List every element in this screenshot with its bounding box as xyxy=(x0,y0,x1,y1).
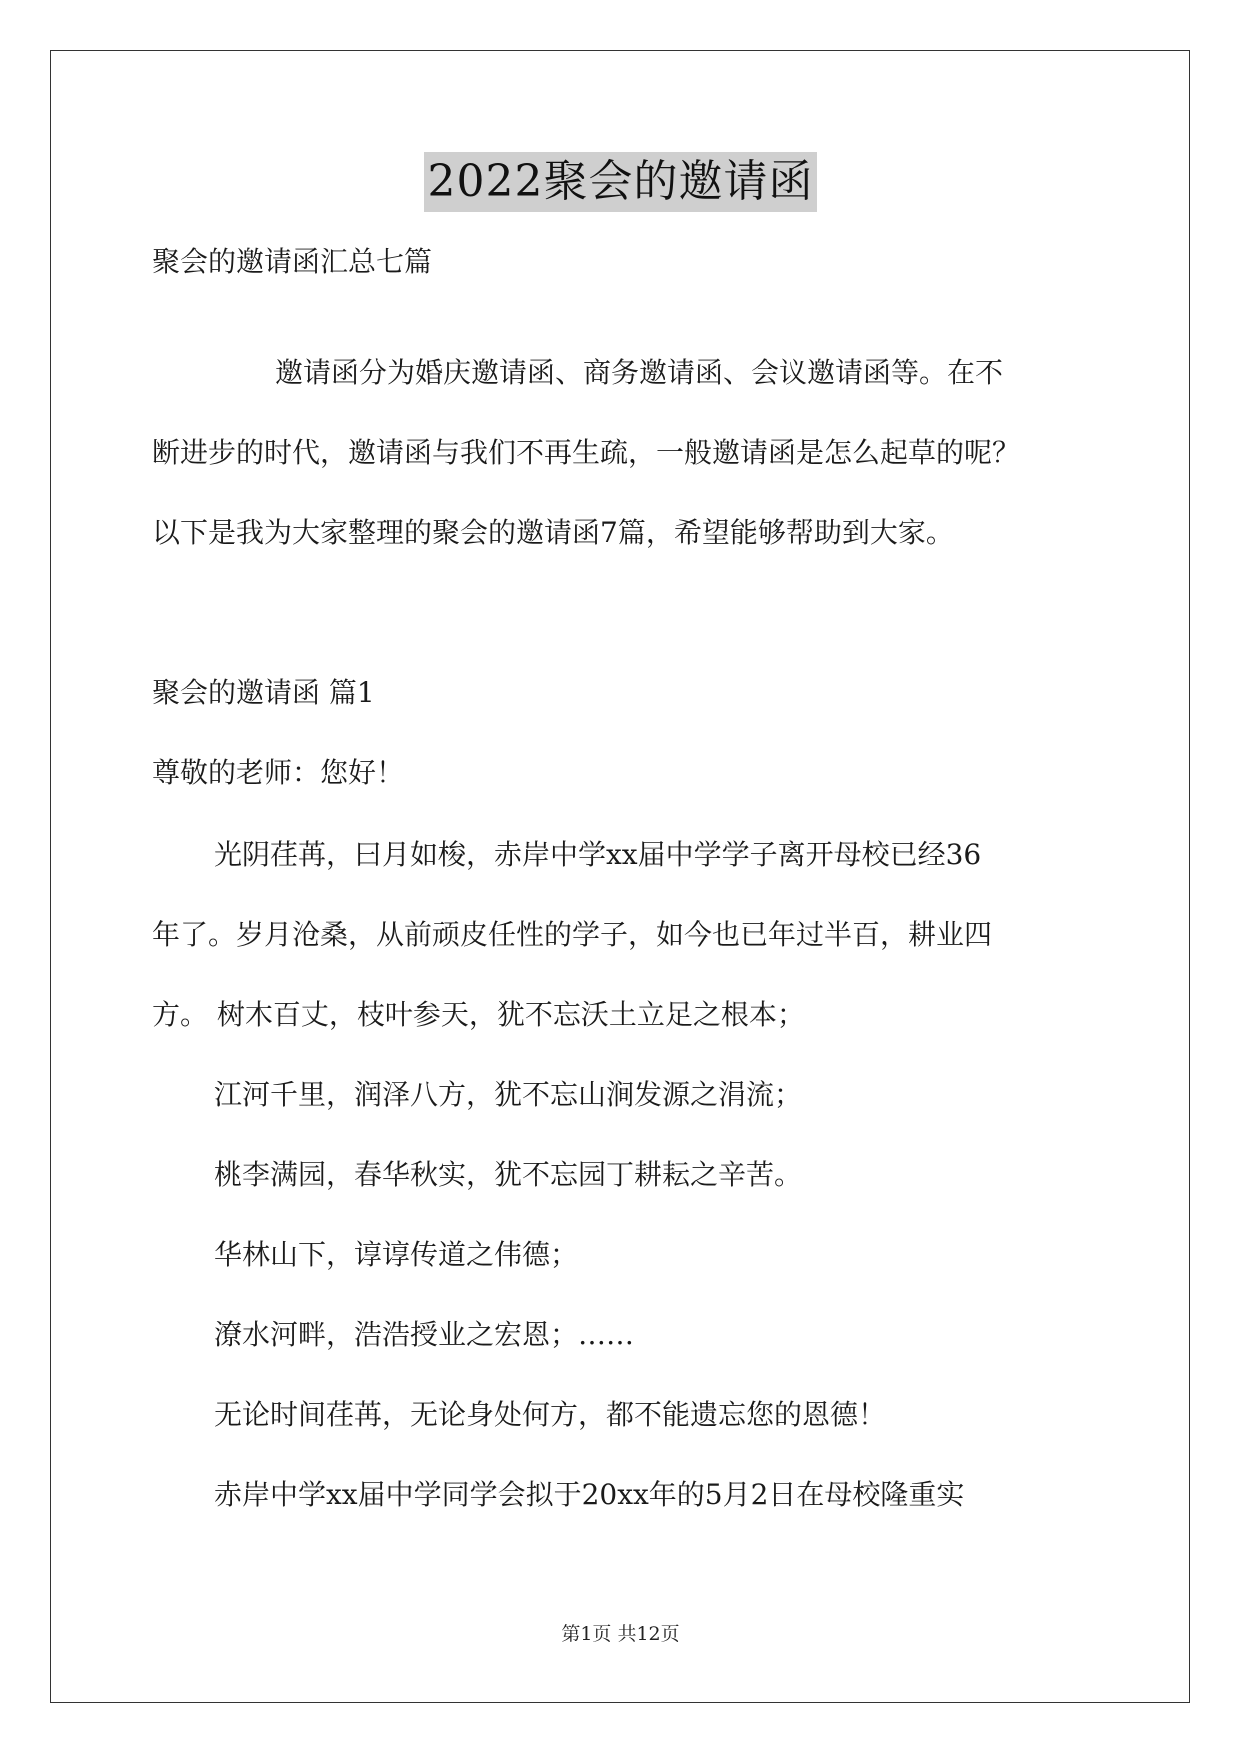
page-border xyxy=(50,50,1190,1703)
intro-line-1: 邀请函分为婚庆邀请函、商务邀请函、会议邀请函等。在不 xyxy=(275,356,1004,389)
body-line-8: 无论时间荏苒，无论身处何方，都不能遗忘您的恩德！ xyxy=(214,1398,887,1431)
intro-line-2: 断进步的时代，邀请函与我们不再生疏，一般邀请函是怎么起草的呢？ xyxy=(152,436,1021,469)
body-line-9: 赤岸中学xx届中学同学会拟于20xx年的5月2日在母校隆重实 xyxy=(214,1478,965,1511)
intro-line-3: 以下是我为大家整理的聚会的邀请函7篇，希望能够帮助到大家。 xyxy=(152,516,954,549)
page-footer: 第1页 共12页 xyxy=(561,1623,680,1645)
body-line-6: 华林山下，谆谆传道之伟德； xyxy=(214,1238,579,1271)
body-line-2: 年了。岁月沧桑，从前顽皮任性的学子，如今也已年过半百，耕业四 xyxy=(152,918,993,951)
document-subtitle: 聚会的邀请函汇总七篇 xyxy=(152,245,433,278)
body-line-4: 江河千里，润泽八方，犹不忘山涧发源之涓流； xyxy=(214,1078,803,1111)
body-line-3: 方。 树木百丈，枝叶参天，犹不忘沃土立足之根本； xyxy=(152,998,805,1031)
body-line-7: 潦水河畔，浩浩授业之宏恩；…… xyxy=(214,1318,635,1351)
body-line-5: 桃李满园，春华秋实，犹不忘园丁耕耘之辛苦。 xyxy=(214,1158,803,1191)
body-line-1: 光阴荏苒，曰月如梭，赤岸中学xx届中学学子离开母校已经36 xyxy=(214,838,982,871)
title-container xyxy=(0,152,1241,212)
document-title: 2022聚会的邀请函 xyxy=(424,152,818,212)
salutation: 尊敬的老师：您好！ xyxy=(152,756,405,789)
section-heading: 聚会的邀请函 篇1 xyxy=(152,676,375,709)
